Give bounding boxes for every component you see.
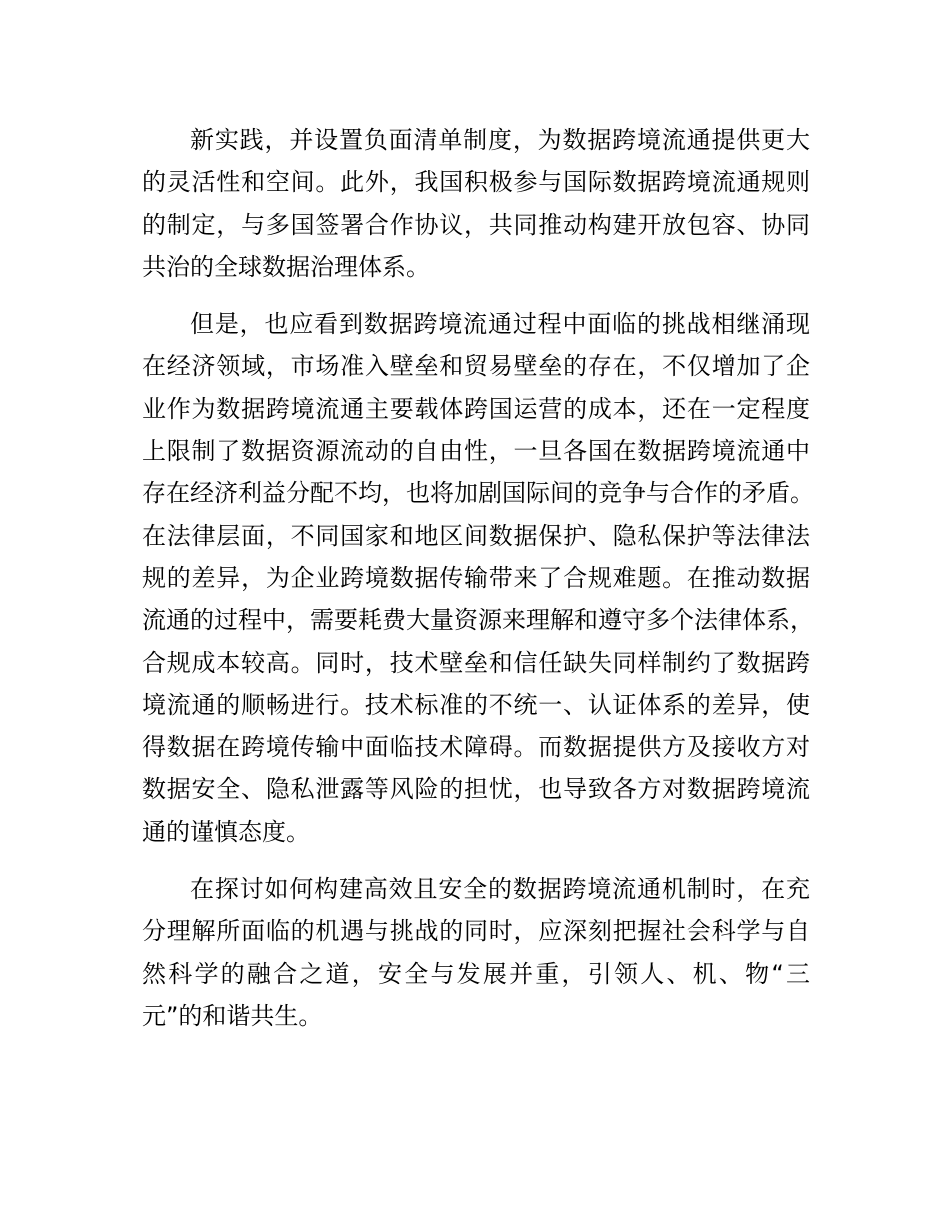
text-line: 得数据在跨境传输中面临技术障碍。而数据提供方及接收方对 [142,733,810,762]
text-line: 分理解所面临的机遇与挑战的同时，应深刻把握社会科学与自 [142,917,810,946]
text-line: 境流通的顺畅进行。技术标准的不统一、认证体系的差异，使 [142,690,810,719]
paragraph [142,868,810,1037]
text-line: 然科学的融合之道，安全与发展并重，引领人、机、物“三 [142,959,810,988]
paragraph [142,303,814,853]
text-line: 的灵活性和空间。此外，我国积极参与国际数据跨境流通规则 [142,168,810,197]
text-line: 在经济领域，市场准入壁垒和贸易壁垒的存在，不仅增加了企 [142,352,810,381]
text-line: 数据安全、隐私泄露等风险的担忧，也导致各方对数据跨境流 [142,775,810,804]
text-line: 业作为数据跨境流通主要载体跨国运营的成本，还在一定程度 [142,394,810,423]
text-line: 新实践，并设置负面清单制度，为数据跨境流通提供更大 [190,126,810,154]
text-line: 合规成本较高。同时，技术壁垒和信任缺失同样制约了数据跨 [142,648,810,677]
text-line: 上限制了数据资源流动的自由性，一旦各国在数据跨境流通中 [142,437,810,466]
text-line: 的制定，与多国签署合作协议，共同推动构建开放包容、协同 [142,210,810,239]
text-line: 在探讨如何构建高效且安全的数据跨境流通机制时，在充 [190,875,810,904]
text-line: 在法律层面，不同国家和地区间数据保护、隐私保护等法律法 [142,521,810,550]
paragraph [142,119,810,288]
text-line: 流通的过程中，需要耗费大量资源来理解和遵守多个法律体系， [142,606,814,635]
document-page [142,119,814,1052]
text-line: 通的谨慎态度。 [142,817,310,846]
text-line: 规的差异，为企业跨境数据传输带来了合规难题。在推动数据 [142,563,810,592]
text-line: 存在经济利益分配不均，也将加剧国际间的竞争与合作的矛盾。 [142,479,814,508]
text-line: 共治的全球数据治理体系。 [142,252,430,281]
text-line: 元”的和谐共生。 [142,1001,323,1030]
text-line: 但是，也应看到数据跨境流通过程中面临的挑战相继涌现 [190,310,810,339]
